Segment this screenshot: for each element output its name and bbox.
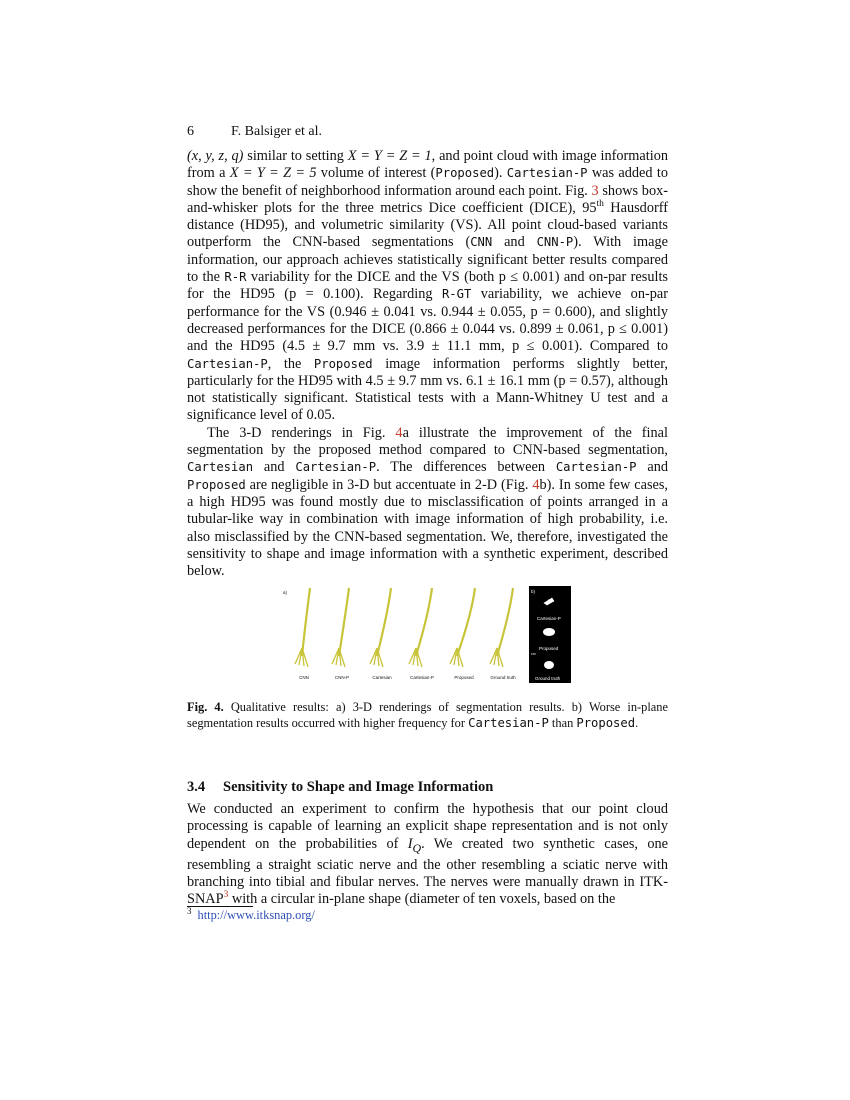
panel-a-label: a): [283, 590, 288, 595]
footnote: $^3$ http://www.itksnap.org/: [187, 905, 315, 922]
small-mark: cm: [531, 652, 536, 656]
nerve-trunk: [497, 588, 513, 656]
slice-proposed: [543, 628, 555, 636]
right-label-proposed: Proposed: [539, 646, 559, 651]
figure-reference[interactable]: 4: [532, 476, 540, 493]
slice-ground-truth: [544, 661, 554, 669]
rendering-label: CNN-P: [334, 675, 350, 680]
nerve-trunk: [457, 588, 475, 656]
nerve-renderings: [295, 588, 513, 667]
panel-b-label: b): [531, 589, 536, 594]
right-label-cartesian-p: Cartesian-P: [537, 616, 561, 621]
figure-4: [282, 586, 571, 683]
footnote-reference[interactable]: 3: [223, 890, 229, 901]
running-header: [187, 124, 322, 140]
rendering-label: Proposed: [454, 675, 474, 680]
figure-caption: Fig. 4. Qualitative results: a) 3-D renderings of segmentation results. b) Worse in-plane segmentation results occurred with higher frequency for Cartesian-P than Proposed.: [187, 700, 669, 730]
rendering-label: Ground truth: [490, 675, 516, 680]
nerve-trunk: [416, 588, 432, 656]
section-paragraph: We conducted an experiment to confirm the hypothesis that our point cloud processing is capable of learning an explicit shape representation and is not only dependent on the probabilities of $I_Q$. We created two synthetic cases, one resembling a straight sciatic nerve and the other resembling a sciatic nerve with branching into tibial and fibular nerves. The nerves were manually drawn in ITK-SNAP$^3$ with a circular in-plane shape (diameter of ten voxels, based on the: [187, 801, 668, 908]
section-number: 3.4: [187, 779, 206, 795]
right-label-ground-truth: Ground truth: [535, 676, 561, 681]
figure-reference[interactable]: 3: [591, 182, 599, 199]
rendering-labels: [299, 675, 516, 680]
running-authors: F. Balsiger et al.: [231, 124, 323, 139]
nerve-trunk: [339, 588, 349, 656]
footnote-link[interactable]: http://www.itksnap.org/: [197, 908, 315, 922]
footnote-rule: [187, 906, 253, 907]
rendering-label: CNN: [299, 675, 309, 680]
rendering-label: Cartesian: [372, 675, 392, 680]
section-title: Sensitivity to Shape and Image Information: [223, 779, 494, 795]
paragraph-2: The 3-D renderings in Fig. 4a illustrate the improvement of the final segmentation by the proposed method compared to CNN-based segmentation, Cartesian and Cartesian-P. The differences between Cartesian-P and Proposed are negligible in 3-D but accentuate in 2-D (Fig. 4b). In some few cases, a high HD95 was found mostly due to misclassification of points arranged in a tubular-like way in combination with image information of high probability, i.e. also misclassified by the CNN-based segmentation. We, therefore, investigated the sensitivity to shape and image information with a synthetic experiment, described below.: [187, 424, 669, 580]
rendering-label: Cartesian-P: [410, 675, 434, 680]
paragraph-1: (x, y, z, q) similar to setting X = Y = Z = 1, and point cloud with image information from a X = Y = Z = 5 volume of interest (Proposed). Cartesian-P was added to show the benefit of neighborhood information around each point. Fig. 3 shows box-and-whisker plots for the three metrics Dice coefficient (DICE), 95th Hausdorff distance (HD95), and volumetric similarity (VS). All point cloud-based variants outperform the CNN-based segmentations (CNN and CNN-P). With image information, our approach achieves statistically significant better results compared to the R-R variability for the DICE and the VS (both p ≤ 0.001) and on-par results for the HD95 (p = 0.100). Regarding R-GT variability, we achieve on-par performance for the VS (0.946 ± 0.041 vs. 0.944 ± 0.055, p = 0.600), and slightly decreased performances for the DICE (0.866 ± 0.044 vs. 0.899 ± 0.061, p ≤ 0.001) and the HD95 (4.5 ± 9.7 mm vs. 3.9 ± 11.1 mm, p ≤ 0.001). Compared to Cartesian-P, the Proposed image information performs slightly better, particularly for the HD95 with 4.5 ± 9.7 mm vs. 6.1 ± 16.1 mm (p = 0.57), although not statistically significant. Statistical tests with a Mann-Whitney U test and a significance level of 0.05.: [187, 148, 668, 424]
section-heading: [187, 779, 493, 796]
body-text: [187, 148, 668, 580]
nerve-trunk: [302, 588, 310, 656]
page-number: 6: [187, 124, 194, 139]
nerve-trunk: [377, 588, 391, 656]
figure-reference[interactable]: 4: [395, 424, 403, 441]
